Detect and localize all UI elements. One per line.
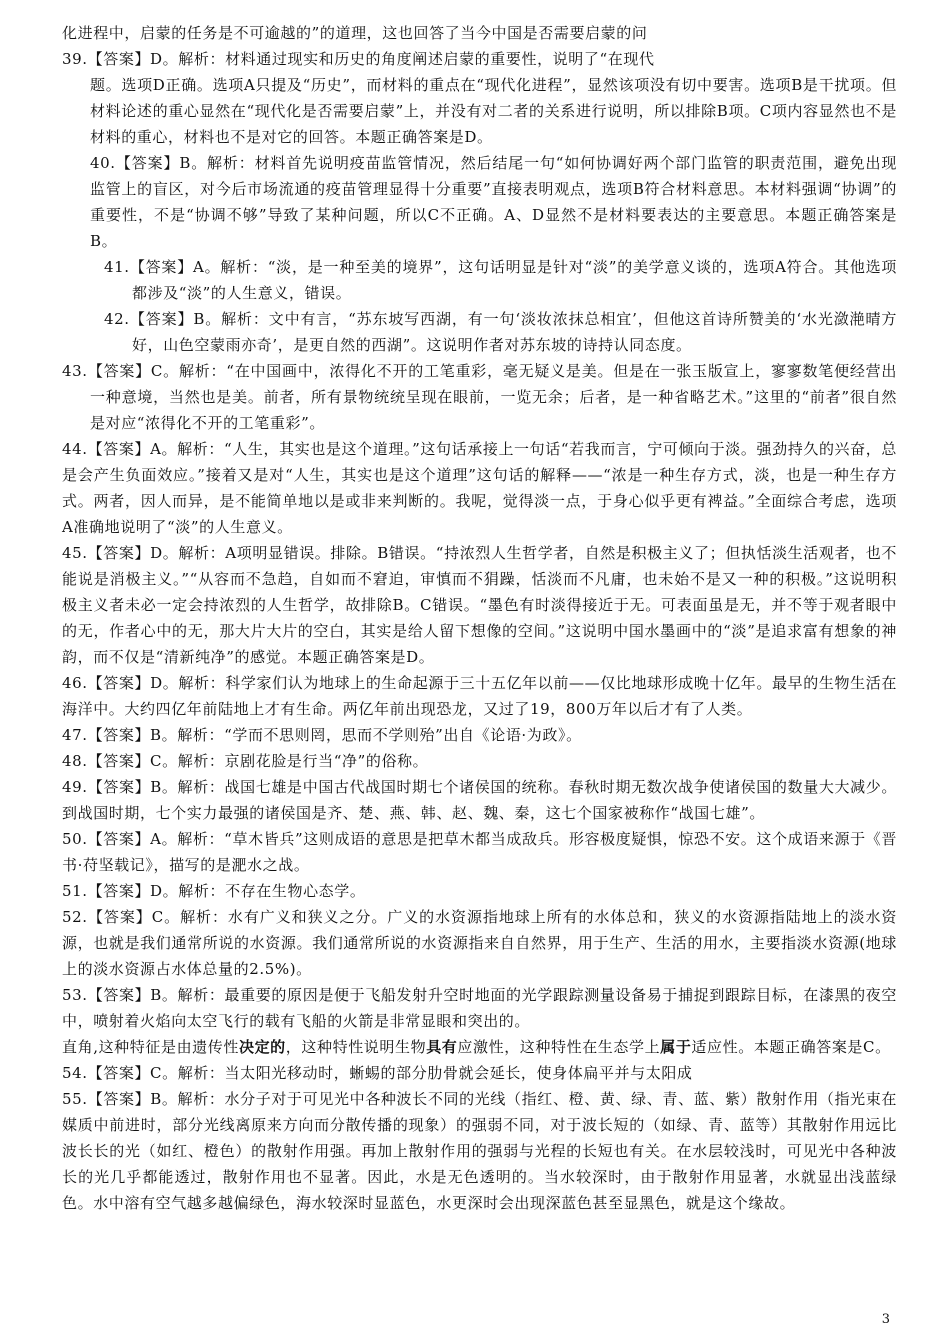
answer-48: 48.【答案】C。解析：京剧花脸是行当“净”的俗称。 [62, 752, 429, 770]
answer-50: 50.【答案】A。解析：“草木皆兵”这则成语的意思是把草木都当成敌兵。形容极度疑惧，惊恐不安。这个成语来源于《晋书·苻坚载记》，描写的是淝水之战。 [62, 830, 897, 874]
answer-55: 55.【答案】B。解析：水分子对于可见光中各种波长不同的光线（指红、橙、黄、绿、青、蓝、紫）散射作用（指光束在媒质中前进时，部分光线离原来方向而分散传播的现象）的强弱不同，对于波长短的（如绿、青、蓝等）其散射作用远比波长长的光（如红、橙色）的散射作用强。再加上散射作用的强弱与光程的长短也有关。在水层较浅时，可见光中各种波长的光几乎都能透过，散射作用也不显著。因此，水是无色透明的。当水较深时，由于散射作用显著，水就显出浅蓝绿色。水中溶有空气越多越偏绿色，海水较深时显蓝色，水更深时会出现深蓝色甚至显黑色，就是这个缘故。 [62, 1090, 897, 1212]
bold-run: 属于 [660, 1038, 692, 1056]
answer-44: 44.【答案】A。解析：“人生，其实也是这个道理。”这句话承接上一句话“若我而言，宁可倾向于淡。强劲持久的兴奋，总是会产生负面效应。”接着又是对“人生，其实也是这个道理”这句话的解释——“浓是一种生存方式，淡，也是一种生存方式。两者，因人而异，是不能简单地以是或非来判断的。我呢，觉得淡一点，于身心似乎更有裨益。”全面综合考虑，选项A准确地说明了“淡”的人生意义。 [62, 440, 897, 536]
answer-53: 53.【答案】B。解析：最重要的原因是便于飞船发射升空时地面的光学跟踪测量设备易于捕捉到跟踪目标，在漆黑的夜空中，喷射着火焰向太空飞行的载有飞船的火箭是非常显眼和突出的。 [62, 986, 897, 1030]
line-0: 化进程中，启蒙的任务是不可逾越的”的道理，这也回答了当今中国是否需要启蒙的问 [62, 24, 648, 42]
text-run: 应激性，这种特性在生态学上 [457, 1038, 661, 1056]
answer-51: 51.【答案】D。解析：不存在生物心态学。 [62, 882, 366, 900]
answer-54: 54.【答案】C。解析：当太阳光移动时，蜥蜴的部分肋骨就会延长，使身体扁平并与太阳成 [62, 1064, 693, 1082]
answer-39-body: 题。选项D正确。选项A只提及“历史”，而材料的重点在“现代化进程”，显然该项没有切中要害。选项B是干扰项。但材料论述的重心显然在“现代化是否需要启蒙”上，并没有对二者的关系进行说明，所以排除B项。C项内容显然也不是材料的重心，材料也不是对它的回答。本题正确答案是D。 [90, 76, 897, 146]
text-run: ，这种特性说明生物 [285, 1038, 427, 1056]
answer-page [62, 20, 897, 1216]
answer-43: 43.【答案】C。解析：“在中国画中，浓得化不开的工笔重彩，毫无疑义是美。但是在一张玉版宣上，寥寥数笔便经营出一种意境，当然也是美。前者，所有景物统统呈现在眼前，一览无余；后者，是一种省略艺术。”这里的“前者”很自然是对应“浓得化不开的工笔重彩”。 [62, 362, 897, 432]
answer-47: 47.【答案】B。解析：“学而不思则罔，思而不学则殆”出自《论语·为政》。 [62, 726, 582, 744]
bold-run: 决定的 [238, 1038, 286, 1056]
answer-52: 52.【答案】C。解析：水有广义和狭义之分。广义的水资源指地球上所有的水体总和，狭义的水资源指陆地上的淡水资源，也就是我们通常所说的水资源。我们通常所说的水资源指来自自然界，用于生产、生活的用水，主要指淡水资源(地球上的淡水资源占水体总量的2.5%)。 [62, 908, 897, 978]
answer-42: 42.【答案】B。解析：文中有言，“苏东坡写西湖，有一句‘淡妆浓抹总相宜’，但他这首诗所赞美的‘水光潋滟晴方好，山色空蒙雨亦奇’，是更自然的西湖”。这说明作者对苏东坡的诗持认同态度。 [104, 310, 897, 354]
text-run: 适应性。本题正确答案是C。 [691, 1038, 891, 1056]
answer-46: 46.【答案】D。解析：科学家们认为地球上的生命起源于三十五亿年以前——仅比地球形成晚十亿年。最早的生物生活在海洋中。大约四亿年前陆地上才有生命。两亿年前出现恐龙，又过了19，800万年以后才有了人类。 [62, 674, 897, 718]
answer-49: 49.【答案】B。解析：战国七雄是中国古代战国时期七个诸侯国的统称。春秋时期无数次战争使诸侯国的数量大大减少。到战国时期，七个实力最强的诸侯国是齐、楚、燕、韩、赵、魏、秦，这七个国家被称作“战国七雄”。 [62, 778, 897, 822]
answer-40: 40.【答案】B。解析：材料首先说明疫苗监管情况，然后结尾一句“如何协调好两个部门监管的职责范围，避免出现监管上的盲区，对今后市场流通的疫苗管理显得十分重要”直接表明观点，选项B符合材料意思。本材料强调“协调”的重要性，不是“协调不够”导致了某种问题，所以C不正确。A、D显然不是材料要表达的主要意思。本题正确答案是B。 [90, 154, 897, 250]
answer-45: 45.【答案】D。解析：A项明显错误。排除。B错误。“持浓烈人生哲学者，自然是积极主义了；但执恬淡生活观者，也不能说是消极主义。”“从容而不急趋，自如而不窘迫，审慎而不狷躁，恬淡而不凡庸，也未始不是又一种的积极。”这说明积极主义者未必一定会持浓烈的人生哲学，故排除B。C错误。“墨色有时淡得接近于无。可表面虽是无，并不等于观者眼中的无，作者心中的无，那大片大片的空白，其实是给人留下想像的空间。”这说明中国水墨画中的“淡”是追求富有想象的神韵，而不仅是“清新纯净”的感觉。本题正确答案是D。 [62, 544, 897, 666]
answer-53-continued [62, 1034, 897, 1060]
page-number: 3 [881, 1312, 890, 1327]
answer-41: 41.【答案】A。解析：“淡，是一种至美的境界”，这句话明显是针对“淡”的美学意义谈的，选项A符合。其他选项都涉及“淡”的人生意义，错误。 [104, 258, 897, 302]
bold-run: 具有 [426, 1038, 458, 1056]
text-run: 直角,这种特征是由遗传性 [62, 1038, 239, 1056]
answer-39-head: 39.【答案】D。解析：材料通过现实和历史的角度阐述启蒙的重要性，说明了“在现代 [62, 50, 655, 68]
